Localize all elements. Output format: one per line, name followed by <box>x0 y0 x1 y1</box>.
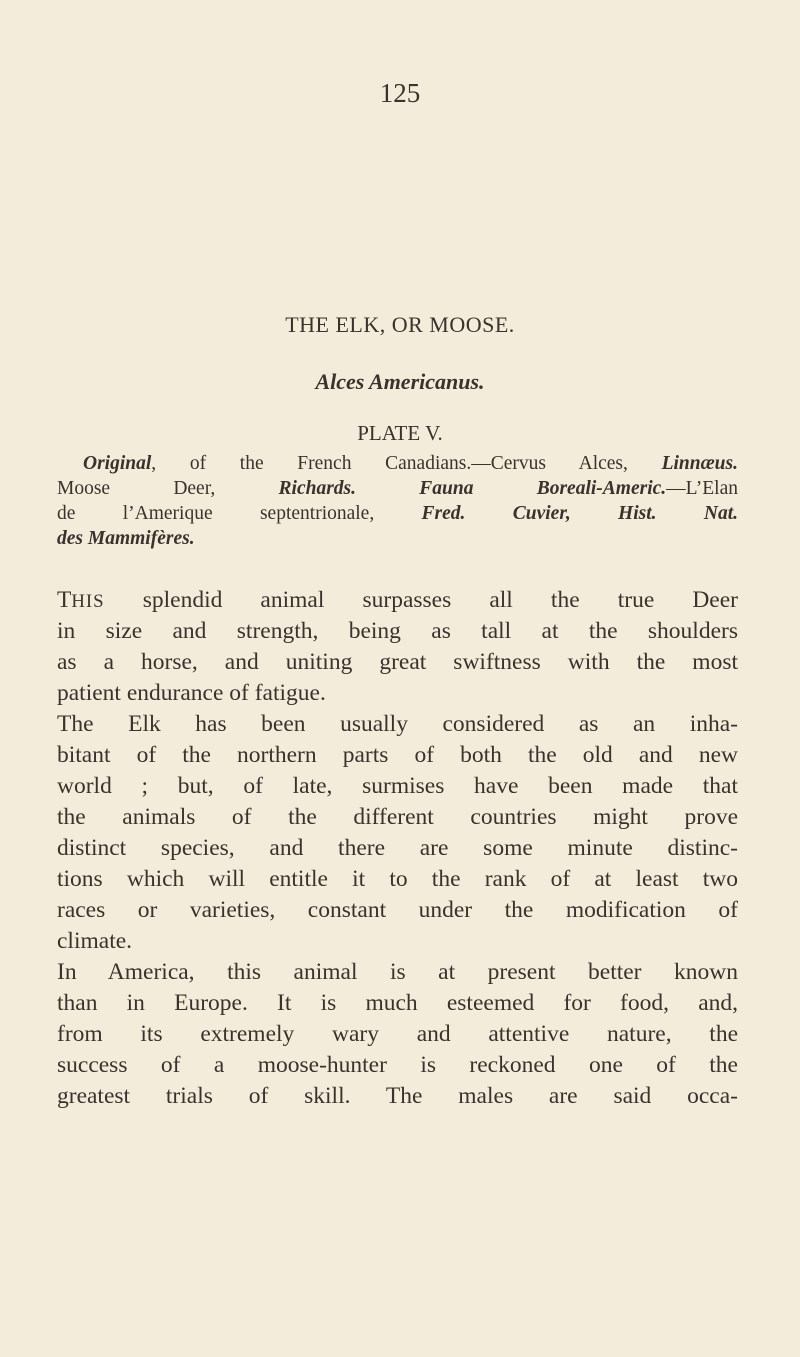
body-line: races or varieties, constant under the modification of <box>57 897 738 923</box>
initial-letter: T <box>57 587 72 613</box>
latin-name: Alces Americanus. <box>315 369 485 394</box>
synonymy-line <box>57 501 738 526</box>
body-line: patient endurance of fatigue. <box>57 680 326 706</box>
italic-citation: Linnæus. <box>661 453 738 474</box>
body-line: greatest trials of skill. The males are said occa- <box>57 1083 738 1109</box>
body-line: The Elk has been usually considered as an inha- <box>57 711 738 737</box>
body-line: In America, this animal is at present better known <box>57 959 738 985</box>
synonymy-block <box>57 451 738 551</box>
body-line: climate. <box>57 928 133 954</box>
body-line: success of a moose-hunter is reckoned one of the <box>57 1052 738 1078</box>
body-line: from its extremely wary and attentive nature, the <box>57 1021 738 1047</box>
body-line: world ; but, of late, surmises have been made that <box>57 773 738 799</box>
italic-citation: des Mammifères. <box>57 528 195 549</box>
small-caps-word: HIS <box>71 591 105 612</box>
synonymy-line <box>57 526 738 551</box>
synonymy-text: , of the French Canadians.—Cervus Alces, <box>151 453 662 474</box>
body-line: than in Europe. It is much esteemed for food, and, <box>57 990 738 1016</box>
body-text <box>57 585 738 1112</box>
italic-citation: Fred. Cuvier, Hist. Nat. <box>421 503 738 524</box>
synonymy-text: —L’Elan <box>666 478 738 499</box>
synonymy-line <box>57 476 738 501</box>
plate-label: PLATE V. <box>357 421 443 445</box>
italic-citation: Original <box>83 453 152 474</box>
synonymy-text: Moose Deer, <box>57 478 279 499</box>
body-line: tions which will entitle it to the rank of at least two <box>57 866 738 892</box>
body-line: in size and strength, being as tall at the shoulders <box>57 618 738 644</box>
italic-citation: Richards. Fauna Boreali-Americ. <box>278 478 667 499</box>
body-line: the animals of the different countries might prove <box>57 804 738 830</box>
body-line <box>57 585 738 616</box>
body-line: bitant of the northern parts of both the old and new <box>57 742 738 768</box>
chapter-title: THE ELK, OR MOOSE. <box>285 312 515 337</box>
synonymy-line <box>57 451 738 476</box>
body-line: as a horse, and uniting great swiftness with the most <box>57 649 738 675</box>
synonymy-text: de l’Amerique septentrionale, <box>57 503 422 524</box>
line-text: splendid animal surpasses all the true Deer <box>104 587 738 613</box>
page-number: 125 <box>379 78 421 108</box>
body-line: distinct species, and there are some minute distinc- <box>57 835 738 861</box>
